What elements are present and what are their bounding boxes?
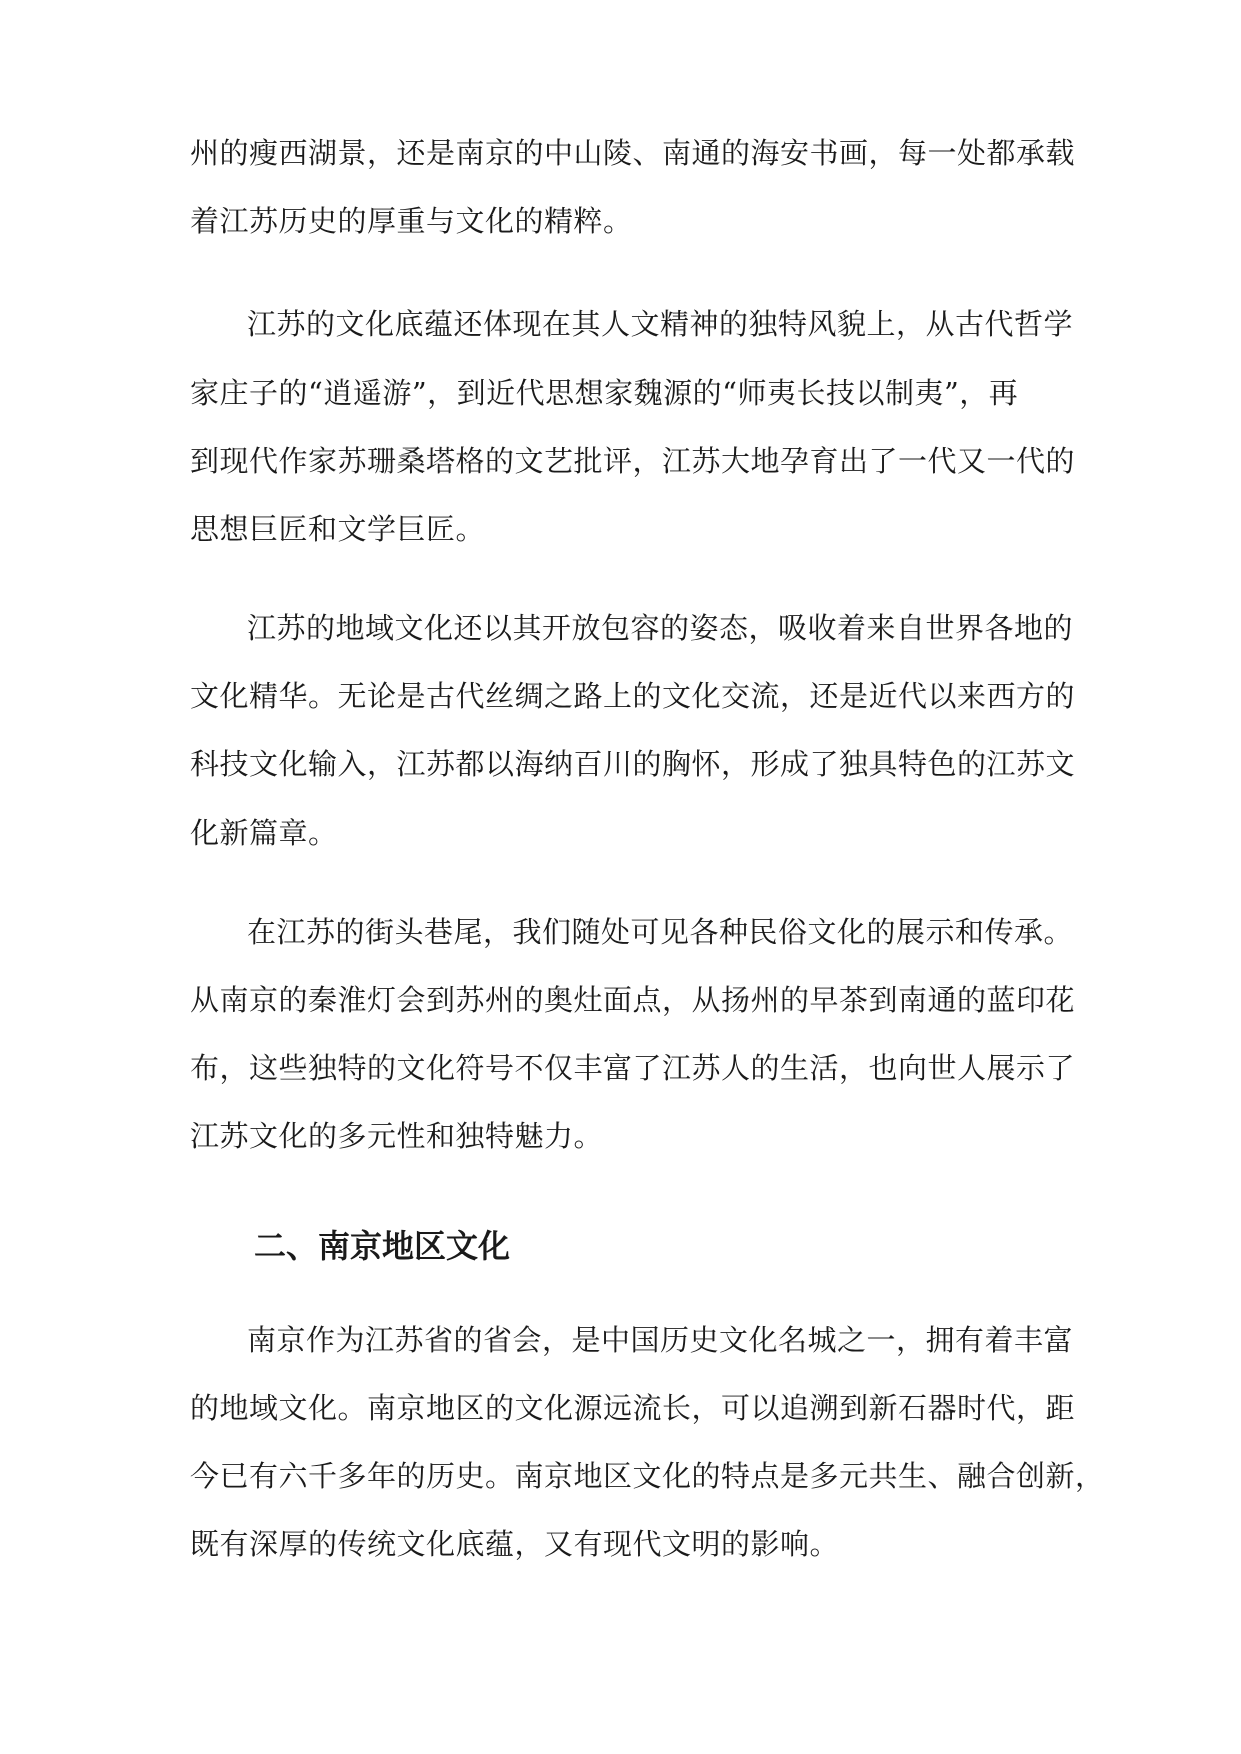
paragraph-line: 江苏的文化底蕴还体现在其人文精神的独特风貌上，从古代哲学 <box>247 307 1074 341</box>
paragraph-line: 江苏文化的多元性和独特魅力。 <box>190 1119 604 1153</box>
paragraph-line: 南京作为江苏省的省会，是中国历史文化名城之一，拥有着丰富 <box>247 1323 1074 1357</box>
paragraph-line: 化新篇章。 <box>190 816 338 850</box>
paragraph-line: 州的瘦西湖景，还是南京的中山陵、南通的海安书画，每一处都承载 <box>190 136 1076 170</box>
section-heading: 二、南京地区文化 <box>254 1227 511 1265</box>
paragraph-line: 江苏的地域文化还以其开放包容的姿态，吸收着来自世界各地的 <box>247 611 1074 645</box>
paragraph-line: 今已有六千多年的历史。南京地区文化的特点是多元共生、融合创新， <box>190 1459 1105 1493</box>
paragraph-line: 布，这些独特的文化符号不仅丰富了江苏人的生活，也向世人展示了 <box>190 1051 1076 1085</box>
paragraph-line: 从南京的秦淮灯会到苏州的奥灶面点，从扬州的早茶到南通的蓝印花 <box>190 983 1076 1017</box>
paragraph-line: 着江苏历史的厚重与文化的精粹。 <box>190 204 633 238</box>
paragraph-line: 既有深厚的传统文化底蕴，又有现代文明的影响。 <box>190 1527 840 1561</box>
paragraph-line: 文化精华。无论是古代丝绸之路上的文化交流，还是近代以来西方的 <box>190 679 1076 713</box>
paragraph-line: 家庄子的“逍遥游”，到近代思想家魏源的“师夷长技以制夷”，再 <box>190 376 1019 410</box>
paragraph-line: 在江苏的街头巷尾，我们随处可见各种民俗文化的展示和传承。 <box>247 915 1074 949</box>
paragraph-line: 到现代作家苏珊桑塔格的文艺批评，江苏大地孕育出了一代又一代的 <box>190 444 1076 478</box>
paragraph-line: 的地域文化。南京地区的文化源远流长，可以追溯到新石器时代，距 <box>190 1391 1076 1425</box>
paragraph-line: 思想巨匠和文学巨匠。 <box>190 512 486 546</box>
paragraph-line: 科技文化输入，江苏都以海纳百川的胸怀，形成了独具特色的江苏文 <box>190 747 1076 781</box>
